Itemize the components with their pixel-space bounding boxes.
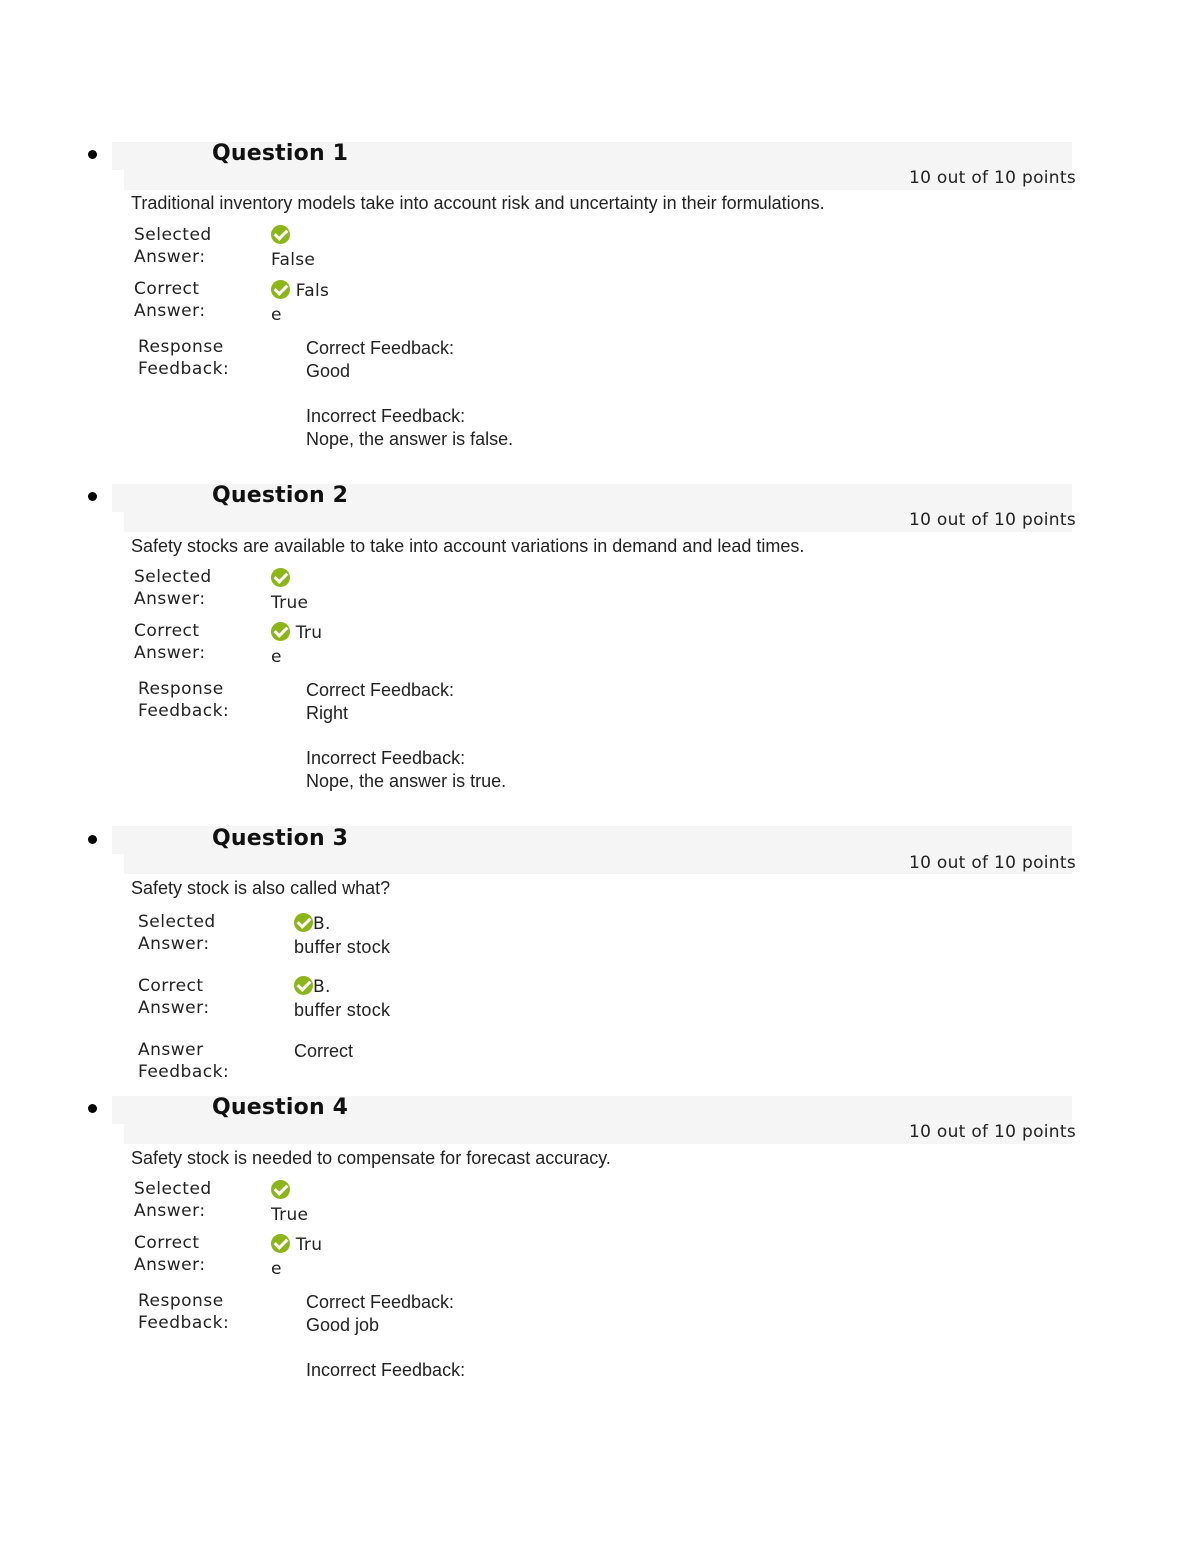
response-feedback: Correct Feedback: Good Incorrect Feedback: Nope, the answer is false. bbox=[306, 338, 514, 449]
question-text: Traditional inventory models take into account risk and uncertainty in their formulations. bbox=[131, 193, 825, 213]
selected-answer-label: Selected Answer: bbox=[134, 567, 212, 609]
question-title: Question 3 bbox=[212, 826, 349, 851]
question-text: Safety stocks are available to take into account variations in demand and lead times. bbox=[131, 536, 805, 556]
correct-answer-label: Correct Answer: bbox=[138, 976, 210, 1018]
correct-answer: Tru e bbox=[271, 623, 323, 667]
question-points: 10 out of 10 points bbox=[908, 510, 1076, 530]
correct-answer-label: Correct Answer: bbox=[134, 621, 206, 663]
question-text: Safety stock is needed to compensate for forecast accuracy. bbox=[131, 1148, 611, 1168]
selected-answer-label: Selected Answer: bbox=[138, 912, 216, 954]
check-circle-icon bbox=[271, 1234, 290, 1253]
answer-feedback: Correct bbox=[294, 1041, 354, 1061]
response-feedback-label: Response Feedback: bbox=[138, 1291, 230, 1333]
selected-answer-label: Selected Answer: bbox=[134, 225, 212, 267]
check-circle-icon bbox=[271, 622, 290, 641]
selected-answer: False bbox=[271, 224, 315, 272]
question-points: 10 out of 10 points bbox=[908, 853, 1076, 873]
question-points: 10 out of 10 points bbox=[908, 1122, 1076, 1142]
answer-feedback-label: Answer Feedback: bbox=[138, 1040, 230, 1082]
response-feedback: Correct Feedback: Good job Incorrect Feedback: bbox=[306, 1292, 466, 1380]
bullet-icon bbox=[88, 492, 97, 501]
selected-answer: True bbox=[271, 1179, 308, 1227]
response-feedback-label: Response Feedback: bbox=[138, 679, 230, 721]
selected-answer: B. buffer stock bbox=[294, 914, 391, 957]
correct-answer-label: Correct Answer: bbox=[134, 279, 206, 321]
bullet-icon bbox=[88, 1104, 97, 1113]
check-circle-icon bbox=[271, 568, 290, 587]
check-circle-icon bbox=[271, 225, 290, 244]
question-points: 10 out of 10 points bbox=[908, 168, 1076, 188]
check-circle-icon bbox=[294, 913, 313, 932]
question-text: Safety stock is also called what? bbox=[131, 878, 391, 898]
correct-answer: B. buffer stock bbox=[294, 977, 391, 1020]
question-title: Question 4 bbox=[212, 1095, 349, 1120]
selected-answer: True bbox=[271, 567, 308, 615]
response-feedback-label: Response Feedback: bbox=[138, 337, 230, 379]
bullet-icon bbox=[88, 835, 97, 844]
selected-answer-label: Selected Answer: bbox=[134, 1179, 212, 1221]
correct-answer-label: Correct Answer: bbox=[134, 1233, 206, 1275]
check-circle-icon bbox=[271, 280, 290, 299]
response-feedback: Correct Feedback: Right Incorrect Feedback: Nope, the answer is true. bbox=[306, 680, 507, 791]
correct-answer: Fals e bbox=[271, 281, 330, 325]
question-title: Question 2 bbox=[212, 483, 349, 508]
correct-answer: Tru e bbox=[271, 1235, 323, 1279]
check-circle-icon bbox=[271, 1180, 290, 1199]
check-circle-icon bbox=[294, 976, 313, 995]
bullet-icon bbox=[88, 150, 97, 159]
question-title: Question 1 bbox=[212, 141, 349, 166]
